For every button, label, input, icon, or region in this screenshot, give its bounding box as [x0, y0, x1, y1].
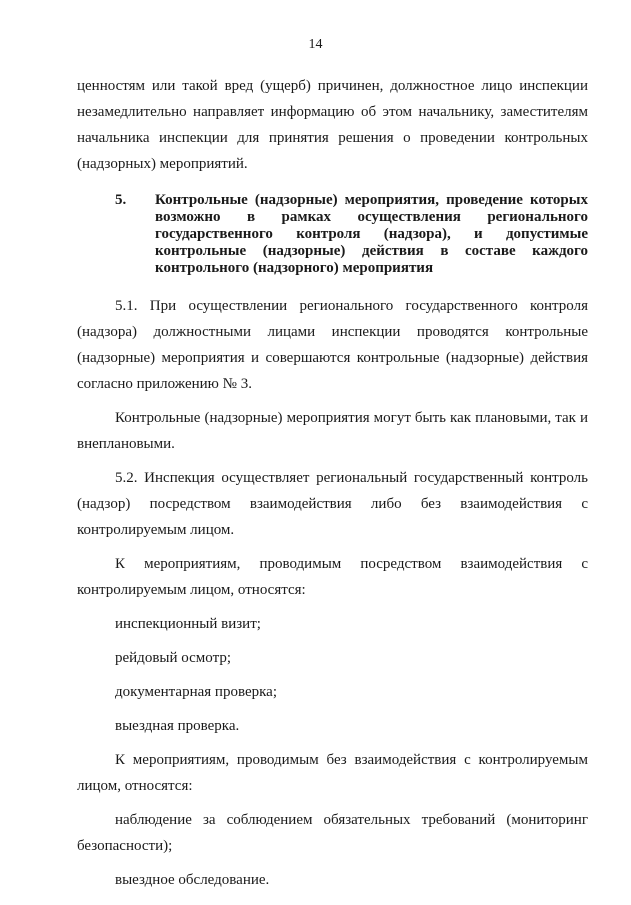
document-body [77, 73, 588, 893]
list-item: наблюдение за соблюдением обязательных требований (мониторинг безопасности); [77, 812, 588, 854]
paragraph-with-interaction: К мероприятиям, проводимым посредством взаимодействия с контролируемым лицом, относятся: [77, 556, 588, 598]
paragraph-planned: Контрольные (надзорные) мероприятия могут быть как плановыми, так и внеплановыми. [77, 410, 588, 452]
section-title: Контрольные (надзорные) мероприятия, проведение которых возможно в рамках осуществления регионального государственного контроля (надзора), и допустимые контрольные (надзорные) действия в составе каждого контрольного (надзорного) мероприятия [155, 192, 588, 276]
paragraph-5-1: 5.1. При осуществлении регионального государственного контроля (надзора) должностными лицами инспекции проводятся контрольные (надзорные) мероприятия и совершаются контрольные (надзорные) действия согласно приложению № 3. [77, 298, 588, 392]
section-number: 5. [115, 192, 127, 208]
list-item: рейдовый осмотр; [115, 650, 231, 666]
paragraph-continuation: ценностям или такой вред (ущерб) причинен, должностное лицо инспекции незамедлительно направляет информацию об этом начальнику, заместителям начальника инспекции для принятия решения о проведении контрольных (надзорных) мероприятий. [77, 78, 588, 172]
list-item: выездная проверка. [115, 718, 240, 734]
page-number: 14 [308, 37, 323, 52]
list-item: инспекционный визит; [115, 616, 261, 632]
paragraph-without-interaction: К мероприятиям, проводимым без взаимодействия с контролируемым лицом, относятся: [77, 752, 588, 794]
list-item: документарная проверка; [115, 684, 277, 700]
list-item: выездное обследование. [115, 872, 270, 888]
section-heading [77, 192, 588, 277]
paragraph-5-2: 5.2. Инспекция осуществляет региональный государственный контроль (надзор) посредством взаимодействия либо без взаимодействия с контролируемым лицом. [77, 470, 588, 538]
